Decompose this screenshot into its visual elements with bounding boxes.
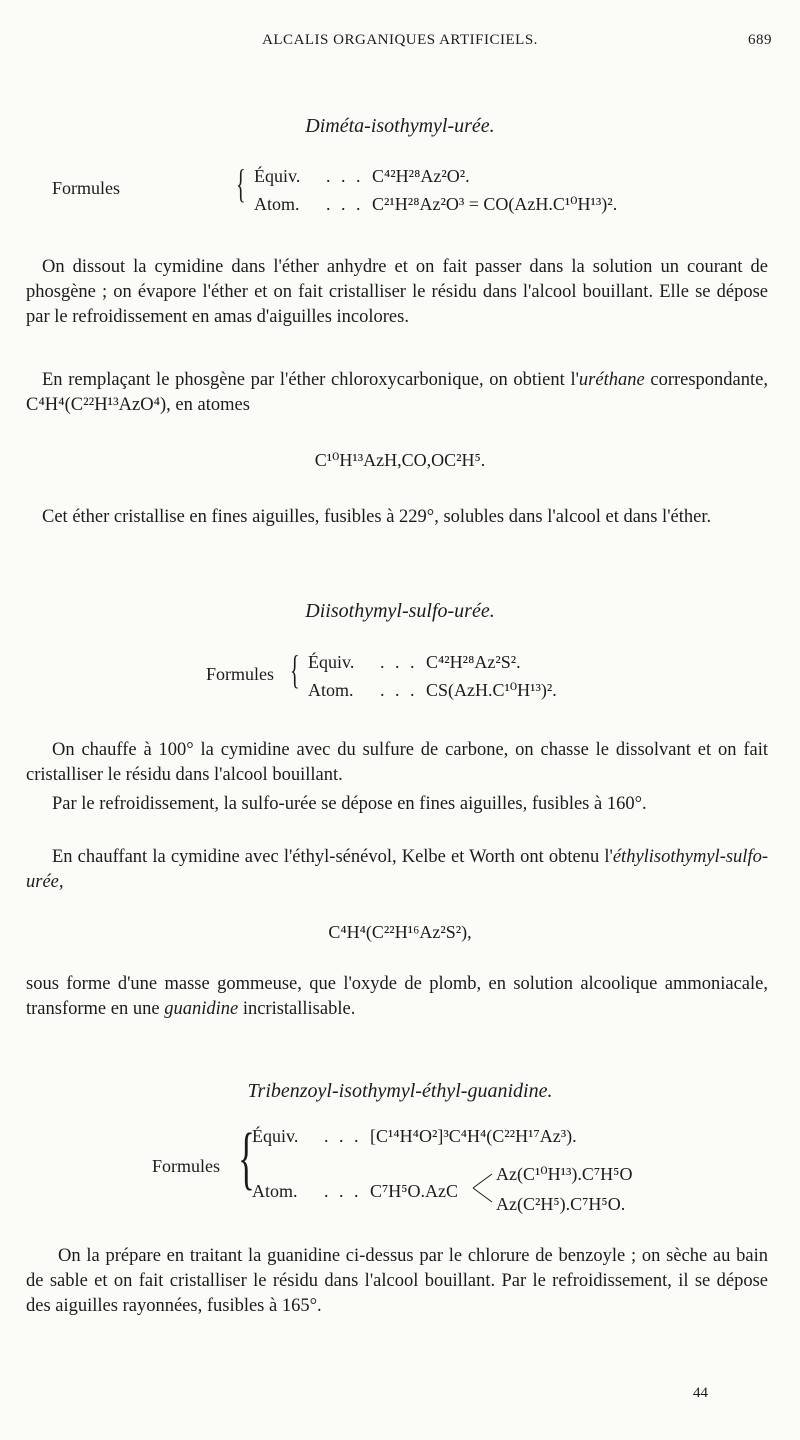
formula-block-tribenzoyl xyxy=(152,1120,772,1224)
paragraph: On dissout la cymidine dans l'éther anhydre et on fait passer dans la solution un courant de phosgène ; on évapore l'éther et on fait cristalliser le résidu dans l'alcool bouillant. Elle se dépose par le refroidissement en amas d'aiguilles incolores. xyxy=(26,257,768,327)
paragraph: En remplaçant le phosgène par l'éther chloroxycarbonique, on obtient l'uréthane correspondante, C⁴H⁴(C²²H¹³AzO⁴), en atomes xyxy=(26,370,768,415)
section-title-dimeta: Diméta-isothymyl-urée. xyxy=(305,115,495,137)
running-title: ALCALIS ORGANIQUES ARTIFICIELS. xyxy=(262,32,538,48)
brace-icon: { xyxy=(238,1120,255,1197)
atom-formula: C²¹H²⁸Az²O³ = CO(AzH.C¹⁰H¹³)². xyxy=(372,194,618,214)
paragraph: En chauffant la cymidine avec l'éthyl-sénévol, Kelbe et Worth ont obtenu l'éthylisothymyl-sulfo-urée, xyxy=(26,847,768,892)
signature-mark: 44 xyxy=(693,1385,708,1401)
formula-line: C¹⁰H¹³AzH,CO,OC²H⁵. xyxy=(314,450,486,470)
atom-formula-left: C⁷H⁵O.AzC xyxy=(370,1181,459,1201)
section-title-diisothymyl: Diisothymyl-sulfo-urée. xyxy=(305,600,495,622)
paragraph: Cet éther cristallise en fines aiguilles, fusibles à 229°, solubles dans l'alcool et dans l'éther. xyxy=(42,507,712,527)
atom-row: Atom. . . . C⁷H⁵O.AzC xyxy=(252,1181,459,1201)
running-header xyxy=(0,32,800,56)
equiv-row: Équiv. . . . C⁴²H²⁸Az²O². xyxy=(254,166,470,186)
equiv-formula: C⁴²H²⁸Az²O². xyxy=(372,166,470,186)
paragraph: On chauffe à 100° la cymidine avec du sulfure de carbone, on chasse le dissolvant et on fait cristalliser le résidu dans l'alcool bouillant. xyxy=(26,740,768,785)
paragraph: Par le refroidissement, la sulfo-urée se dépose en fines aiguilles, fusibles à 160°. xyxy=(52,794,647,814)
atom-formula: CS(AzH.C¹⁰H¹³)². xyxy=(426,680,557,700)
formula-block-diisothymyl xyxy=(178,648,778,708)
equiv-formula: C⁴²H²⁸Az²S². xyxy=(426,652,521,672)
atom-branch-top: Az(C¹⁰H¹³).C⁷H⁵O xyxy=(496,1164,633,1184)
atom-row: Atom. . . . CS(AzH.C¹⁰H¹³)². xyxy=(308,680,557,700)
formulas-label: Formules xyxy=(206,664,275,684)
formulas-label: Formules xyxy=(52,178,121,198)
equiv-row: Équiv. . . . C⁴²H²⁸Az²S². xyxy=(308,652,521,672)
brace-icon: { xyxy=(290,647,300,692)
paragraph: On la prépare en traitant la guanidine ci-dessus par le chlorure de benzoyle ; on sèche au bain de sable et on fait cristalliser le résidu dans l'alcool bouillant. Par le refroidissement, il se dépose des aiguilles rayonnées, fusibles à 165°. xyxy=(26,1246,768,1316)
brace-icon: { xyxy=(236,161,246,206)
atom-row: Atom. . . . C²¹H²⁸Az²O³ = CO(AzH.C¹⁰H¹³)². xyxy=(254,194,618,214)
branch-connector-icon xyxy=(472,1168,494,1208)
formula-block-dimeta xyxy=(52,162,752,222)
equiv-formula: [C¹⁴H⁴O²]³C⁴H⁴(C²²H¹⁷Az³). xyxy=(370,1126,577,1146)
formulas-label: Formules xyxy=(152,1156,221,1176)
section-title-tribenzoyl: Tribenzoyl-isothymyl-éthyl-guanidine. xyxy=(247,1080,553,1102)
equiv-row: Équiv. . . . [C¹⁴H⁴O²]³C⁴H⁴(C²²H¹⁷Az³). xyxy=(252,1126,577,1146)
formula-line: C⁴H⁴(C²²H¹⁶Az²S²), xyxy=(328,922,472,942)
paragraph: sous forme d'une masse gommeuse, que l'oxyde de plomb, en solution alcoolique ammoniacale, transforme en une guanidine incristallisable. xyxy=(26,974,768,1019)
page-number: 689 xyxy=(748,32,772,48)
atom-branch-bottom: Az(C²H⁵).C⁷H⁵O. xyxy=(496,1194,626,1214)
